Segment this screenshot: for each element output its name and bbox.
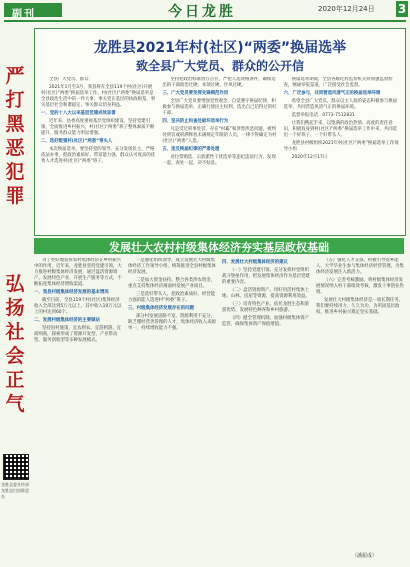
section-heading: 三、村级集体经济发展存在的问题 [128, 306, 194, 311]
bottom-article-title: 发展壮大农村村级集体经济夯实基层政权基础 [109, 241, 329, 254]
paragraph: 龙胜县村级组织2021年村(社区)“两委”换届选举工作领导小组 [283, 141, 399, 152]
paragraph: 让我们携起手来，以饱满的政治热情、高度的责任意识，积极投身到村(社区)“两委”换届选举工作中来，共同选出一个好班子、一个好带头人。 [283, 121, 398, 138]
top-article [34, 28, 406, 236]
section-heading: 六、广泛参与，共同营造风清气正的换届选举环境 [283, 91, 381, 96]
paragraph: 对拉票贿选、宗族派性干扰选举等违纪违法行为，发现一起、查处一起，决不姑息。 [162, 155, 276, 166]
bottom-column-2 [128, 258, 216, 563]
paragraph: 希望全县广大党员、群众以主人翁的姿态积极参与换届选举，共同营造风清气正的换届环境。 [283, 99, 398, 110]
slogan-char: 严 [5, 65, 25, 87]
section-label: 副刊 [12, 9, 36, 20]
paper-name: 今日龙胜 [168, 4, 236, 20]
bottom-column-3 [222, 258, 310, 563]
slogan-char: 气 [5, 393, 25, 415]
paragraph: 全县广大党员、群众： [49, 77, 93, 82]
slogan-top [4, 64, 26, 208]
paragraph: 凡是受过刑事处罚、存在“村霸”和涉黑涉恶问题、被判处刑罚或刑满释放未满规定年限的人员，一律不得确定为村(社区)“两委”人选。 [162, 127, 277, 144]
header-rule [4, 20, 406, 22]
top-column-1 [41, 77, 156, 229]
paragraph: 近年来，县委高度重视基层党组织建设，坚持党建引领，全面推进乡村振兴，村(社区)“两委”班子整体素质不断提升，服务群众能力明显增强。 [41, 119, 155, 136]
section-heading: 二、发展村级集体经济的主要做法 [34, 318, 100, 323]
paragraph: 2021年1月至3月，我县将在全县119个村(社区)开展村(社区)“两委”换届选举工作。村(社区)“两委”换届选举是全县政治生活中的一件大事，事关党在基层的执政根基，事关基层社会和谐稳定，事关群众切身利益。 [41, 85, 156, 108]
slogan-char: 黑 [5, 113, 25, 135]
paragraph: 三是选好带头人。把政治素质好、经营能力强的能人选进村“两委”班子。 [128, 292, 216, 303]
left-note: 龙胜县委宣传部 龙胜县扫黑除恶办 [1, 482, 29, 499]
paragraph: 坚持把政治标准放在首位，严把人选资格条件，确保选出的干部政治过硬、本领过硬、作风过硬。 [162, 77, 276, 88]
paragraph: （五）强化人才支撑。积极引导返乡能人、大学毕业生参与集体经济经营管理，为集体经济发展注入新活力。 [316, 258, 404, 275]
slogan-char: 扬 [5, 297, 25, 319]
section-tag [4, 3, 62, 20]
paragraph: （六）完善考核激励。将村级集体经济发展情况纳入村干部绩效考核，激发干事创业热情。 [316, 278, 404, 295]
paragraph: 为了更好地发挥农村集体经济在乡村振兴中的作用，近年来，龙胜县坚持党建引领，大力推进村级集体经济发展，通过盘活资源资产、发展特色产业、开展生产服务等方式，不断拓宽集体经济增收渠道。 [34, 258, 122, 287]
top-column-2 [162, 77, 277, 229]
top-column-3 [284, 77, 399, 229]
left-column [0, 24, 30, 567]
paragraph: 发展壮大村级集体经济是一项长期任务，我们要持续用力、久久为功，为巩固基层政权、推进乡村振兴奠定坚实基础。 [316, 298, 404, 315]
section-heading: 四、发展壮大村级集体经济的建议 [222, 260, 288, 265]
page-number: 3 [397, 2, 407, 16]
section-heading: 四、坚决防止和查处破坏选举行为 [162, 119, 229, 124]
paragraph: 坚持因村施策，宜农则农、宜游则游、宜商则商，探索形成了资源开发型、产业带动型、服务创收型等多种发展模式。 [34, 326, 122, 343]
slogan-bottom [4, 272, 26, 416]
paragraph: 本次换届选举，要坚持党的领导、充分发扬民主、严格依法办事，把政治素质好、带富能力强、群众认可度高的优秀人才选进村(社区)“两委”班子。 [41, 147, 156, 164]
paragraph: 截至目前，全县119个村(社区)集体经济收入全部达到5万元以上，其中收入10万元以上的村达到60个。 [34, 298, 122, 315]
paragraph: 全县广大党员要增强党性观念，自觉遵守换届纪律，积极参与换届选举，正确行使民主权利，选出自己信得过的好干部。 [162, 99, 277, 116]
article-author: （潘振成） [352, 553, 378, 559]
paragraph: （四）健全管理机制。加强村级集体资产监管，确保集体资产保值增值。 [222, 316, 310, 327]
bottom-article-banner [34, 238, 404, 254]
paragraph: 二是加大资金扶持。整合各类涉农资金，重点支持集体经济薄弱村发展产业项目。 [128, 278, 216, 289]
paragraph: （三）培育特色产业。依托龙胜生态和旅游优势，发展特色种养和乡村旅游。 [222, 302, 310, 313]
paragraph: 2020年12月17日 [291, 155, 328, 160]
slogan-char: 会 [5, 345, 25, 367]
paragraph: 一是强化组织领导。成立发展壮大村级集体经济工作领导小组，统筹推进全县村级集体经济发展。 [128, 258, 216, 275]
paragraph: 部分村发展思路不宽、资源利用不充分，缺乏懂经营善管理的人才，集体经济收入来源单一，持续增收能力不强。 [128, 314, 216, 331]
qr-code-icon [3, 454, 29, 480]
bottom-article-body [34, 258, 404, 563]
section-heading: 二、选好配强村(社区)“两委”带头人 [41, 139, 113, 144]
paragraph: （一）坚持党建引领。充分发挥村党组织战斗堡垒作用，把发展集体经济作为基层党建的重要内容。 [222, 268, 310, 285]
top-article-title: 龙胜县2021年村(社区)“两委”换届选举 [93, 40, 347, 56]
paragraph: 换届选举期间，全县各级纪检监察机关将加强监督检查，畅通举报渠道，广泛接受社会监督。 [283, 77, 393, 88]
section-heading: 三、广大党员要发挥先锋模范作用 [162, 91, 229, 96]
slogan-char: 犯 [5, 161, 25, 183]
slogan-char: 罪 [5, 185, 25, 207]
bottom-column-1 [34, 258, 122, 563]
slogan-char: 打 [5, 89, 25, 111]
paragraph: 监督举报电话：0773-7512831 [291, 113, 355, 118]
top-article-body [41, 77, 399, 229]
slogan-char: 恶 [5, 137, 25, 159]
section-heading: 五、违反换届纪律的严肃处理 [162, 147, 220, 152]
section-heading: 一、党的十八大以来基层党建成效显著 [41, 111, 116, 116]
paragraph: （二）盘活资源资产。用好用活村集体土地、山林、房屋等资源，提高资源利用效益。 [222, 288, 310, 299]
slogan-char: 弘 [5, 273, 25, 295]
page-header [0, 0, 410, 24]
section-heading: 一、我县村级集体经济发展的基本情况 [34, 290, 109, 295]
top-article-subtitle: 致全县广大党员、群众的公开信 [135, 59, 304, 73]
slogan-char: 社 [5, 321, 25, 343]
bottom-column-4 [316, 258, 404, 563]
issue-date: 2020年12月24日 [318, 5, 375, 13]
slogan-char: 正 [5, 369, 25, 391]
